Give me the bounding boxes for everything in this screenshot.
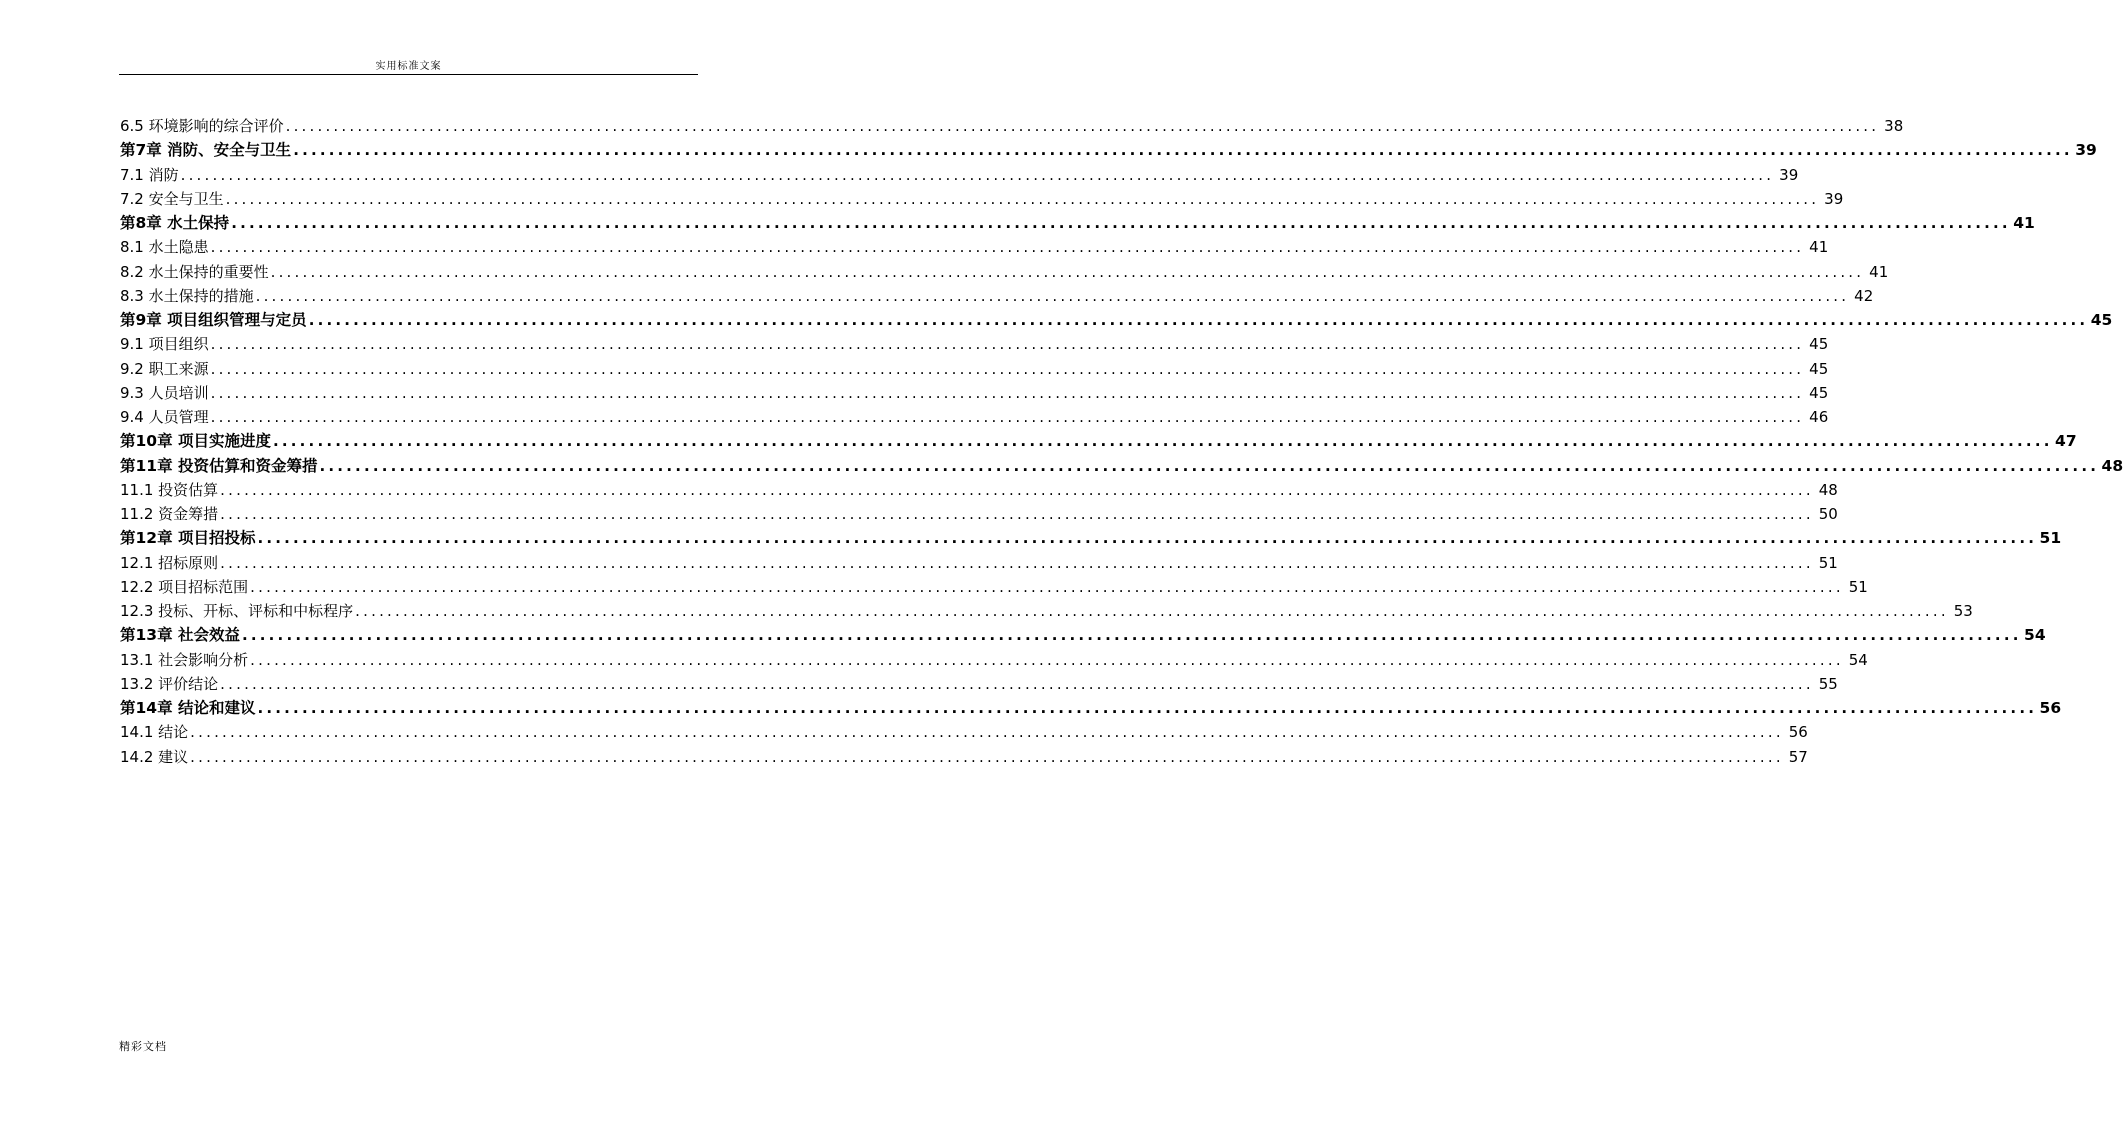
toc-page-number: 56 [2039,699,2062,717]
toc-page-number: 39 [1824,189,1844,208]
toc-section-entry[interactable] [120,745,1808,769]
toc-section-entry[interactable] [120,405,1829,429]
dot-leader: ........................................................................................................................................................................................................ [293,141,2073,160]
toc-entry-title: 11.1 投资估算 [120,480,219,499]
dot-leader: ........................................................................................................................................................................................................ [220,480,1814,499]
page-header: 实用标准文案 [375,61,442,72]
toc-page-number: 54 [2024,626,2046,645]
toc-section-entry[interactable] [120,114,1904,138]
dot-leader: ........................................................................................................................................................................................................ [231,214,2011,232]
toc-section-entry[interactable] [120,163,1799,187]
dot-leader: ........................................................................................................................................................................................................ [257,699,2038,717]
dot-leader: ........................................................................................................................................................................................................ [319,456,2100,475]
dot-leader: ........................................................................................................................................................................................................ [220,505,1814,523]
toc-chapter-entry[interactable] [120,211,2035,235]
toc-chapter-entry[interactable] [120,526,2062,550]
toc-page-number: 56 [1788,723,1808,742]
toc-section-entry[interactable] [120,187,1844,211]
toc-entry-title: 14.1 结论 [120,723,189,742]
toc-section-entry[interactable] [120,284,1874,308]
toc-section-entry[interactable] [120,235,1829,259]
toc-page-number: 41 [1809,238,1829,257]
dot-leader: ........................................................................................................................................................................................................ [225,189,1820,208]
toc-chapter-entry[interactable] [120,696,2062,720]
toc-section-entry[interactable] [120,260,1889,284]
toc-page-number: 50 [1818,505,1838,523]
toc-entry-title: 12.3 投标、开标、评标和中标程序 [120,602,354,620]
toc-entry-title: 13.2 评价结论 [120,674,219,693]
toc-entry-title: 第12章 项目招投标 [120,529,256,548]
toc-section-entry[interactable] [120,332,1829,356]
dot-leader: ........................................................................................................................................................................................................ [220,674,1814,693]
toc-page-number: 41 [2013,214,2035,232]
toc-section-entry[interactable] [120,478,1838,502]
toc-entry-title: 8.2 水土保持的重要性 [120,262,269,281]
toc-entry-title: 9.4 人员管理 [120,408,209,426]
toc-entry-title: 第7章 消防、安全与卫生 [120,141,292,160]
dot-leader: ........................................................................................................................................................................................................ [210,238,1805,257]
toc-page-number: 47 [2055,432,2077,451]
toc-section-entry[interactable] [120,381,1829,405]
dot-leader: ........................................................................................................................................................................................................ [257,529,2038,548]
toc-page-number: 51 [2039,529,2062,548]
toc-entry-title: 7.2 安全与卫生 [120,189,224,208]
toc-section-entry[interactable] [120,357,1829,381]
toc-entry-title: 第14章 结论和建议 [120,699,256,717]
toc-section-entry[interactable] [120,575,1868,599]
toc-page-number: 51 [1848,577,1868,596]
toc-entry-title: 13.1 社会影响分析 [120,650,249,669]
toc-section-entry[interactable] [120,551,1838,575]
table-of-contents [120,114,2123,769]
dot-leader: ........................................................................................................................................................................................................ [190,747,1784,766]
toc-chapter-entry[interactable] [120,308,2113,332]
dot-leader: ........................................................................................................................................................................................................ [241,626,2022,645]
toc-page-number: 45 [2090,311,2113,329]
toc-entry-title: 7.1 消防 [120,165,179,184]
toc-entry-title: 8.1 水土隐患 [120,238,209,257]
toc-page-number: 53 [1953,602,1973,620]
toc-entry-title: 6.5 环境影响的综合评价 [120,117,284,135]
toc-page-number: 57 [1788,747,1808,766]
toc-entry-title: 第11章 投资估算和资金筹措 [120,456,318,475]
toc-section-entry[interactable] [120,672,1838,696]
toc-page-number: 38 [1884,117,1904,135]
toc-section-entry[interactable] [120,599,1973,623]
toc-entry-title: 第13章 社会效益 [120,626,240,645]
dot-leader: ........................................................................................................................................................................................................ [272,432,2053,451]
dot-leader: ........................................................................................................................................................................................................ [270,262,1865,281]
toc-entry-title: 9.3 人员培训 [120,383,209,402]
dot-leader: ........................................................................................................................................................................................................ [250,650,1844,669]
toc-entry-title: 12.2 项目招标范围 [120,577,249,596]
toc-page-number: 41 [1869,262,1889,281]
dot-leader: ........................................................................................................................................................................................................ [210,335,1805,354]
toc-entry-title: 第8章 水土保持 [120,214,230,232]
toc-page-number: 39 [2075,141,2097,160]
toc-page-number: 42 [1854,286,1874,305]
dot-leader: ........................................................................................................................................................................................................ [220,553,1814,572]
toc-entry-title: 9.2 职工来源 [120,359,209,378]
toc-page-number: 46 [1809,408,1829,426]
toc-page-number: 55 [1818,674,1838,693]
toc-page-number: 48 [2101,456,2123,475]
dot-leader: ........................................................................................................................................................................................................ [308,311,2089,329]
dot-leader: ........................................................................................................................................................................................................ [190,723,1784,742]
toc-chapter-entry[interactable] [120,138,2097,162]
dot-leader: ........................................................................................................................................................................................................ [210,408,1805,426]
toc-chapter-entry[interactable] [120,429,2077,453]
dot-leader: ........................................................................................................................................................................................................ [210,359,1805,378]
toc-entry-title: 8.3 水土保持的措施 [120,286,254,305]
toc-page-number: 45 [1809,383,1829,402]
toc-page-number: 45 [1809,359,1829,378]
toc-chapter-entry[interactable] [120,454,2123,478]
toc-section-entry[interactable] [120,502,1838,526]
toc-page-number: 45 [1809,335,1829,354]
dot-leader: ........................................................................................................................................................................................................ [255,286,1850,305]
toc-entry-title: 第10章 项目实施进度 [120,432,271,451]
toc-entry-title: 11.2 资金筹措 [120,505,219,523]
dot-leader: ........................................................................................................................................................................................................ [180,165,1775,184]
toc-page-number: 48 [1818,480,1838,499]
dot-leader: ........................................................................................................................................................................................................ [285,117,1880,135]
toc-entry-title: 14.2 建议 [120,747,189,766]
toc-section-entry[interactable] [120,648,1868,672]
dot-leader: ........................................................................................................................................................................................................ [250,577,1844,596]
dot-leader: ........................................................................................................................................................................................................ [210,383,1805,402]
toc-chapter-entry[interactable] [120,623,2046,647]
header-rule [119,74,698,75]
dot-leader: ........................................................................................................................................................................................................ [355,602,1949,620]
toc-section-entry[interactable] [120,720,1808,744]
toc-page-number: 39 [1779,165,1799,184]
toc-page-number: 54 [1848,650,1868,669]
toc-entry-title: 12.1 招标原则 [120,553,219,572]
toc-entry-title: 9.1 项目组织 [120,335,209,354]
page-footer: 精彩文档 [119,1040,167,1053]
toc-entry-title: 第9章 项目组织管理与定员 [120,311,307,329]
toc-page-number: 51 [1818,553,1838,572]
